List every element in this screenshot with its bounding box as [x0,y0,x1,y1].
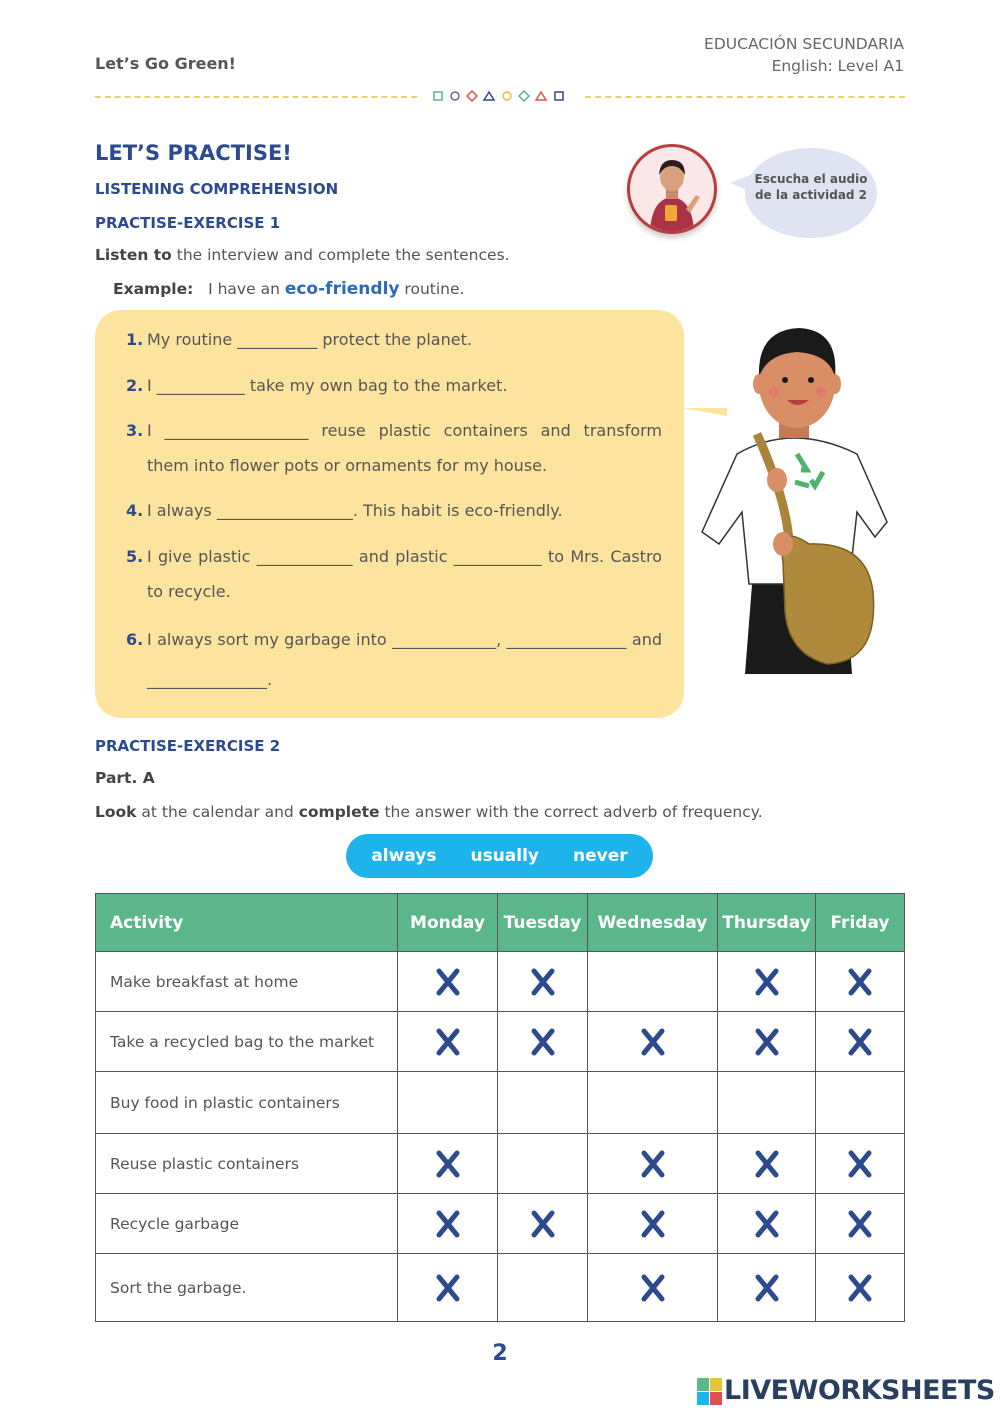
page-title: LET’S PRACTISE! [95,141,292,165]
exercise1-item [126,368,662,403]
exercise1-instruction [95,246,510,264]
mark-cell-thursday[interactable] [718,1194,816,1254]
x-mark-icon [848,968,872,996]
mark-cell-monday[interactable] [398,952,498,1012]
mark-cell-wednesday[interactable] [588,1072,718,1134]
exercise2-title: PRACTISE-EXERCISE 2 [95,737,281,755]
mark-cell-monday[interactable] [398,1254,498,1322]
header-tuesday: Tuesday [498,894,588,952]
mark-cell-friday[interactable] [816,1194,905,1254]
mark-cell-thursday[interactable] [718,952,816,1012]
page-number: 2 [492,1341,508,1366]
x-mark-icon [436,1028,460,1056]
example-label: Example: [113,280,194,298]
item-number: 4. [126,501,144,520]
mark-cell-wednesday[interactable] [588,952,718,1012]
exercise1-title: PRACTISE-EXERCISE 1 [95,214,281,232]
mark-cell-thursday[interactable] [718,1134,816,1194]
item-number: 2. [126,376,144,395]
mark-cell-thursday[interactable] [718,1072,816,1134]
mark-cell-monday[interactable] [398,1194,498,1254]
x-mark-icon [641,1210,665,1238]
table-row [96,1012,905,1072]
mark-cell-monday[interactable] [398,1012,498,1072]
mark-cell-tuesday[interactable] [498,952,588,1012]
x-mark-icon [641,1028,665,1056]
x-mark-icon [436,1150,460,1178]
header-monday: Monday [398,894,498,952]
word-bank [346,834,653,878]
table-row [96,1134,905,1194]
activity-cell: Buy food in plastic containers [96,1072,398,1134]
exercise1-item [126,413,662,483]
activity-cell: Reuse plastic containers [96,1134,398,1194]
header-right [704,33,904,77]
instr-verb-complete: complete [298,803,380,821]
speaker-avatar[interactable] [627,144,717,234]
table-header-row [96,894,905,952]
exercise1-item [126,322,662,357]
x-mark-icon [531,1028,555,1056]
table-row [96,1254,905,1322]
x-mark-icon [755,1274,779,1302]
x-mark-icon [436,1274,460,1302]
activity-calendar-table [95,893,905,1322]
table-row [96,1072,905,1134]
mark-cell-friday[interactable] [816,952,905,1012]
table-row [96,1194,905,1254]
instruction-text: the interview and complete the sentences. [171,246,510,264]
x-mark-icon [641,1274,665,1302]
item-text[interactable]: I ___________ take my own bag to the market. [147,376,508,395]
x-mark-icon [848,1028,872,1056]
header-divider-left [95,96,417,98]
word-bank-usually[interactable]: usually [470,846,540,866]
mark-cell-tuesday[interactable] [498,1194,588,1254]
x-mark-icon [755,1210,779,1238]
x-mark-icon [531,968,555,996]
audio-bubble-text: Escucha el audio de la actividad 2 [754,172,868,202]
item-number: 3. [126,421,144,440]
exercise1-item [126,620,662,700]
word-bank-always[interactable]: always [371,846,437,866]
item-number: 6. [126,630,144,649]
x-mark-icon [436,1210,460,1238]
woman-speaker-icon [630,147,714,231]
header-thursday: Thursday [718,894,816,952]
decorative-shapes-icon [433,90,568,102]
x-mark-icon [755,1150,779,1178]
boy-with-bag-illustration [697,322,892,674]
x-mark-icon [848,1274,872,1302]
item-number: 5. [126,547,144,566]
mark-cell-monday[interactable] [398,1072,498,1134]
item-text[interactable]: I __________________ reuse plastic containers and transform them into flower pots or ornaments for my house. [147,421,662,475]
item-text[interactable]: My routine __________ protect the planet. [147,330,472,349]
mark-cell-tuesday[interactable] [498,1072,588,1134]
item-text[interactable]: I always sort my garbage into _____________, _______________ and _______________. [147,630,662,689]
mark-cell-tuesday[interactable] [498,1012,588,1072]
mark-cell-thursday[interactable] [718,1254,816,1322]
exercise1-item [126,493,662,528]
exercise2-instruction [95,803,763,821]
mark-cell-wednesday[interactable] [588,1254,718,1322]
word-bank-never[interactable]: never [573,846,628,866]
instr-verb-look: Look [95,803,137,821]
x-mark-icon [848,1150,872,1178]
example-post: routine. [399,280,465,298]
table-row [96,952,905,1012]
mark-cell-wednesday[interactable] [588,1012,718,1072]
activity-cell: Take a recycled bag to the market [96,1012,398,1072]
liveworksheets-brand[interactable]: LIVEWORKSHEETS [724,1375,995,1406]
mark-cell-tuesday[interactable] [498,1134,588,1194]
mark-cell-monday[interactable] [398,1134,498,1194]
mark-cell-wednesday[interactable] [588,1134,718,1194]
header-activity: Activity [96,894,398,952]
exercise1-item [126,539,662,609]
mark-cell-friday[interactable] [816,1254,905,1322]
exercise2-part: Part. A [95,769,155,787]
liveworksheets-logo-icon [697,1378,723,1406]
header-friday: Friday [816,894,905,952]
x-mark-icon [848,1210,872,1238]
header-level-line2: English: Level A1 [771,57,904,75]
x-mark-icon [641,1150,665,1178]
header-divider-right [585,96,905,98]
x-mark-icon [436,968,460,996]
mark-cell-friday[interactable] [816,1134,905,1194]
mark-cell-thursday[interactable] [718,1012,816,1072]
activity-cell: Sort the garbage. [96,1254,398,1322]
example-pre: I have an [208,280,285,298]
header-level-line1: EDUCACIÓN SECUNDARIA [704,35,904,53]
header-wednesday: Wednesday [588,894,718,952]
item-number: 1. [126,330,144,349]
section-subtitle: LISTENING COMPREHENSION [95,180,339,198]
activity-cell: Make breakfast at home [96,952,398,1012]
x-mark-icon [755,1028,779,1056]
x-mark-icon [755,968,779,996]
item-text[interactable]: I give plastic ____________ and plastic ___________ to Mrs. Castro to recycle. [147,547,662,601]
example-key: eco-friendly [284,279,400,299]
mark-cell-tuesday[interactable] [498,1254,588,1322]
activity-cell: Recycle garbage [96,1194,398,1254]
instr-text-1: at the calendar and [136,803,299,821]
item-text[interactable]: I always _________________. This habit is eco-friendly. [147,501,563,520]
instr-text-2: the answer with the correct adverb of frequency. [379,803,763,821]
x-mark-icon [531,1210,555,1238]
header-left-title: Let’s Go Green! [95,54,236,73]
instruction-verb: Listen to [95,246,172,264]
mark-cell-friday[interactable] [816,1012,905,1072]
example-line [113,279,464,299]
mark-cell-wednesday[interactable] [588,1194,718,1254]
mark-cell-friday[interactable] [816,1072,905,1134]
